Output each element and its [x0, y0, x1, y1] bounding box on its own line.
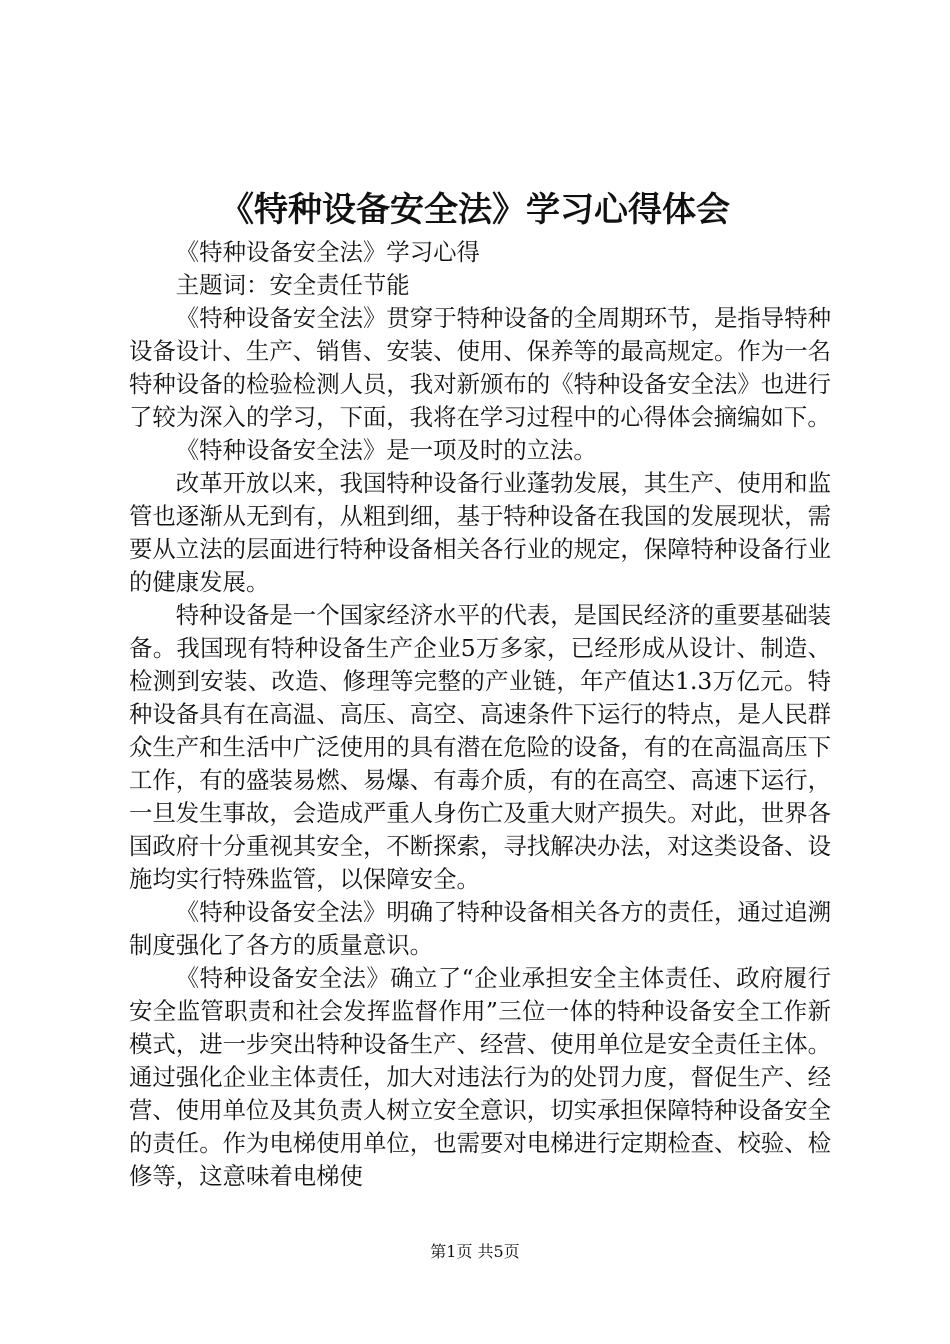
document-title: 《特种设备安全法》学习心得体会: [220, 190, 730, 230]
page-number-footer: 第1页 共5页: [430, 1242, 520, 1261]
subtitle-line: 《特种设备安全法》学习心得: [175, 238, 480, 266]
paragraph: 《特种设备安全法》是一项及时的立法。: [175, 436, 597, 464]
paragraph: 特种设备是一个国家经济水平的代表，是国民经济的重要基础装备。我国现有特种设备生产企业5万多家，已经形成从设计、制造、检测到安装、改造、修理等完整的产业链，年产值达1.3万亿元。特种设备具有在高温、高压、高空、高速条件下运行的特点，是人民群众生产和生活中广泛使用的具有潜在危险的设备，有的在高温高压下工作，有的盛装易燃、易爆、有毒介质，有的在高空、高速下运行，一旦发生事故，会造成严重人身伤亡及重大财产损失。对此，世界各国政府十分重视其安全，不断探索，寻找解决办法，对这类设备、设施均实行特殊监管，以保障安全。: [129, 601, 831, 893]
paragraph: 《特种设备安全法》确立了“企业承担安全主体责任、政府履行安全监管职责和社会发挥监督作用”三位一体的特种设备安全工作新模式，进一步突出特种设备生产、经营、使用单位是安全责任主体。通过强化企业主体责任，加大对违法行为的处罚力度，督促生产、经营、使用单位及其负责人树立安全意识，切实承担保障特种设备安全的责任。作为电梯使用单位，也需要对电梯进行定期检查、校验、检修等，这意味着电梯使: [129, 964, 831, 1190]
paragraph: 《特种设备安全法》明确了特种设备相关各方的责任，通过追溯制度强化了各方的质量意识。: [129, 898, 831, 959]
paragraph: 改革开放以来，我国特种设备行业蓬勃发展，其生产、使用和监管也逐渐从无到有，从粗到细，基于特种设备在我国的发展现状，需要从立法的层面进行特种设备相关各行业的规定，保障特种设备行业的健康发展。: [129, 469, 831, 596]
keywords-line: 主题词：安全责任节能: [175, 271, 410, 299]
paragraph: 《特种设备安全法》贯穿于特种设备的全周期环节，是指导特种设备设计、生产、销售、安装、使用、保养等的最高规定。作为一名特种设备的检验检测人员，我对新颁布的《特种设备安全法》也进行了较为深入的学习，下面，我将在学习过程中的心得体会摘编如下。: [129, 304, 831, 431]
document-body: [129, 236, 831, 1193]
